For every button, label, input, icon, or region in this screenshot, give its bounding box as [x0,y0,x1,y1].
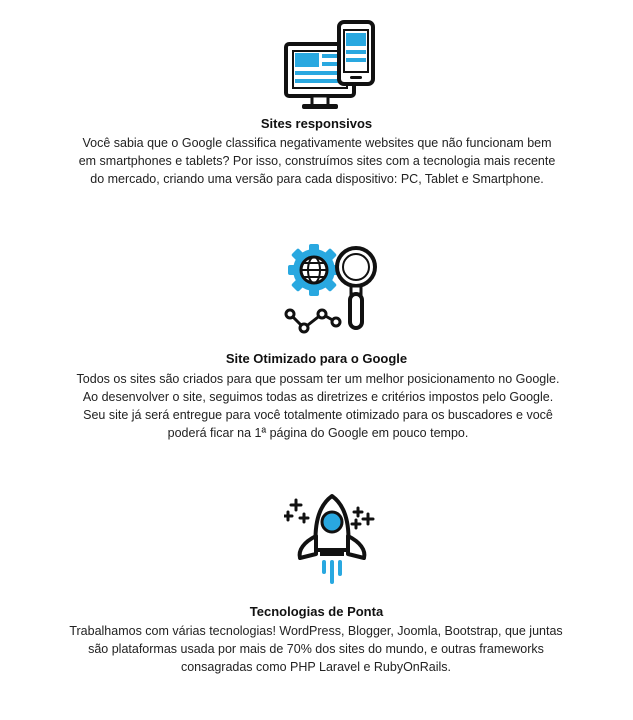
feature-title: Site Otimizado para o Google [225,351,408,366]
seo-globe-gear-search-icon [284,242,380,334]
responsive-devices-icon [284,20,378,112]
feature-description: Trabalhamos com várias tecnologias! WordPress, Blogger, Joomla, Bootstrap, que juntas são plataformas usada por mais de 70% dos sites do mundo, e outras frameworks consagradas como PHP Laravel e RubyOnRails. [69,624,563,674]
feature-description: Você sabia que o Google classifica negativamente websites que não funcionam bem em smartphones e tablets? Por isso, construímos sites com a tecnologia mais recente do mercado, criando uma versão para cada dispositivo: PC, Tablet e Smartphone. [78,136,556,186]
feature-description: Todos os sites são criados para que possam ter um melhor posicionamento no Google. Ao desenvolver o site, seguimos todas as diretrizes e critérios impostos pelo Google. Seu site já será entregue para você totalmente otimizado para os buscadores e você poderá ficar na 1ª página do Google em pouco tempo. [76,372,560,440]
feature-title: Tecnologias de Ponta [249,604,384,619]
rocket-icon [284,492,380,584]
feature-title: Sites responsivos [260,116,373,131]
